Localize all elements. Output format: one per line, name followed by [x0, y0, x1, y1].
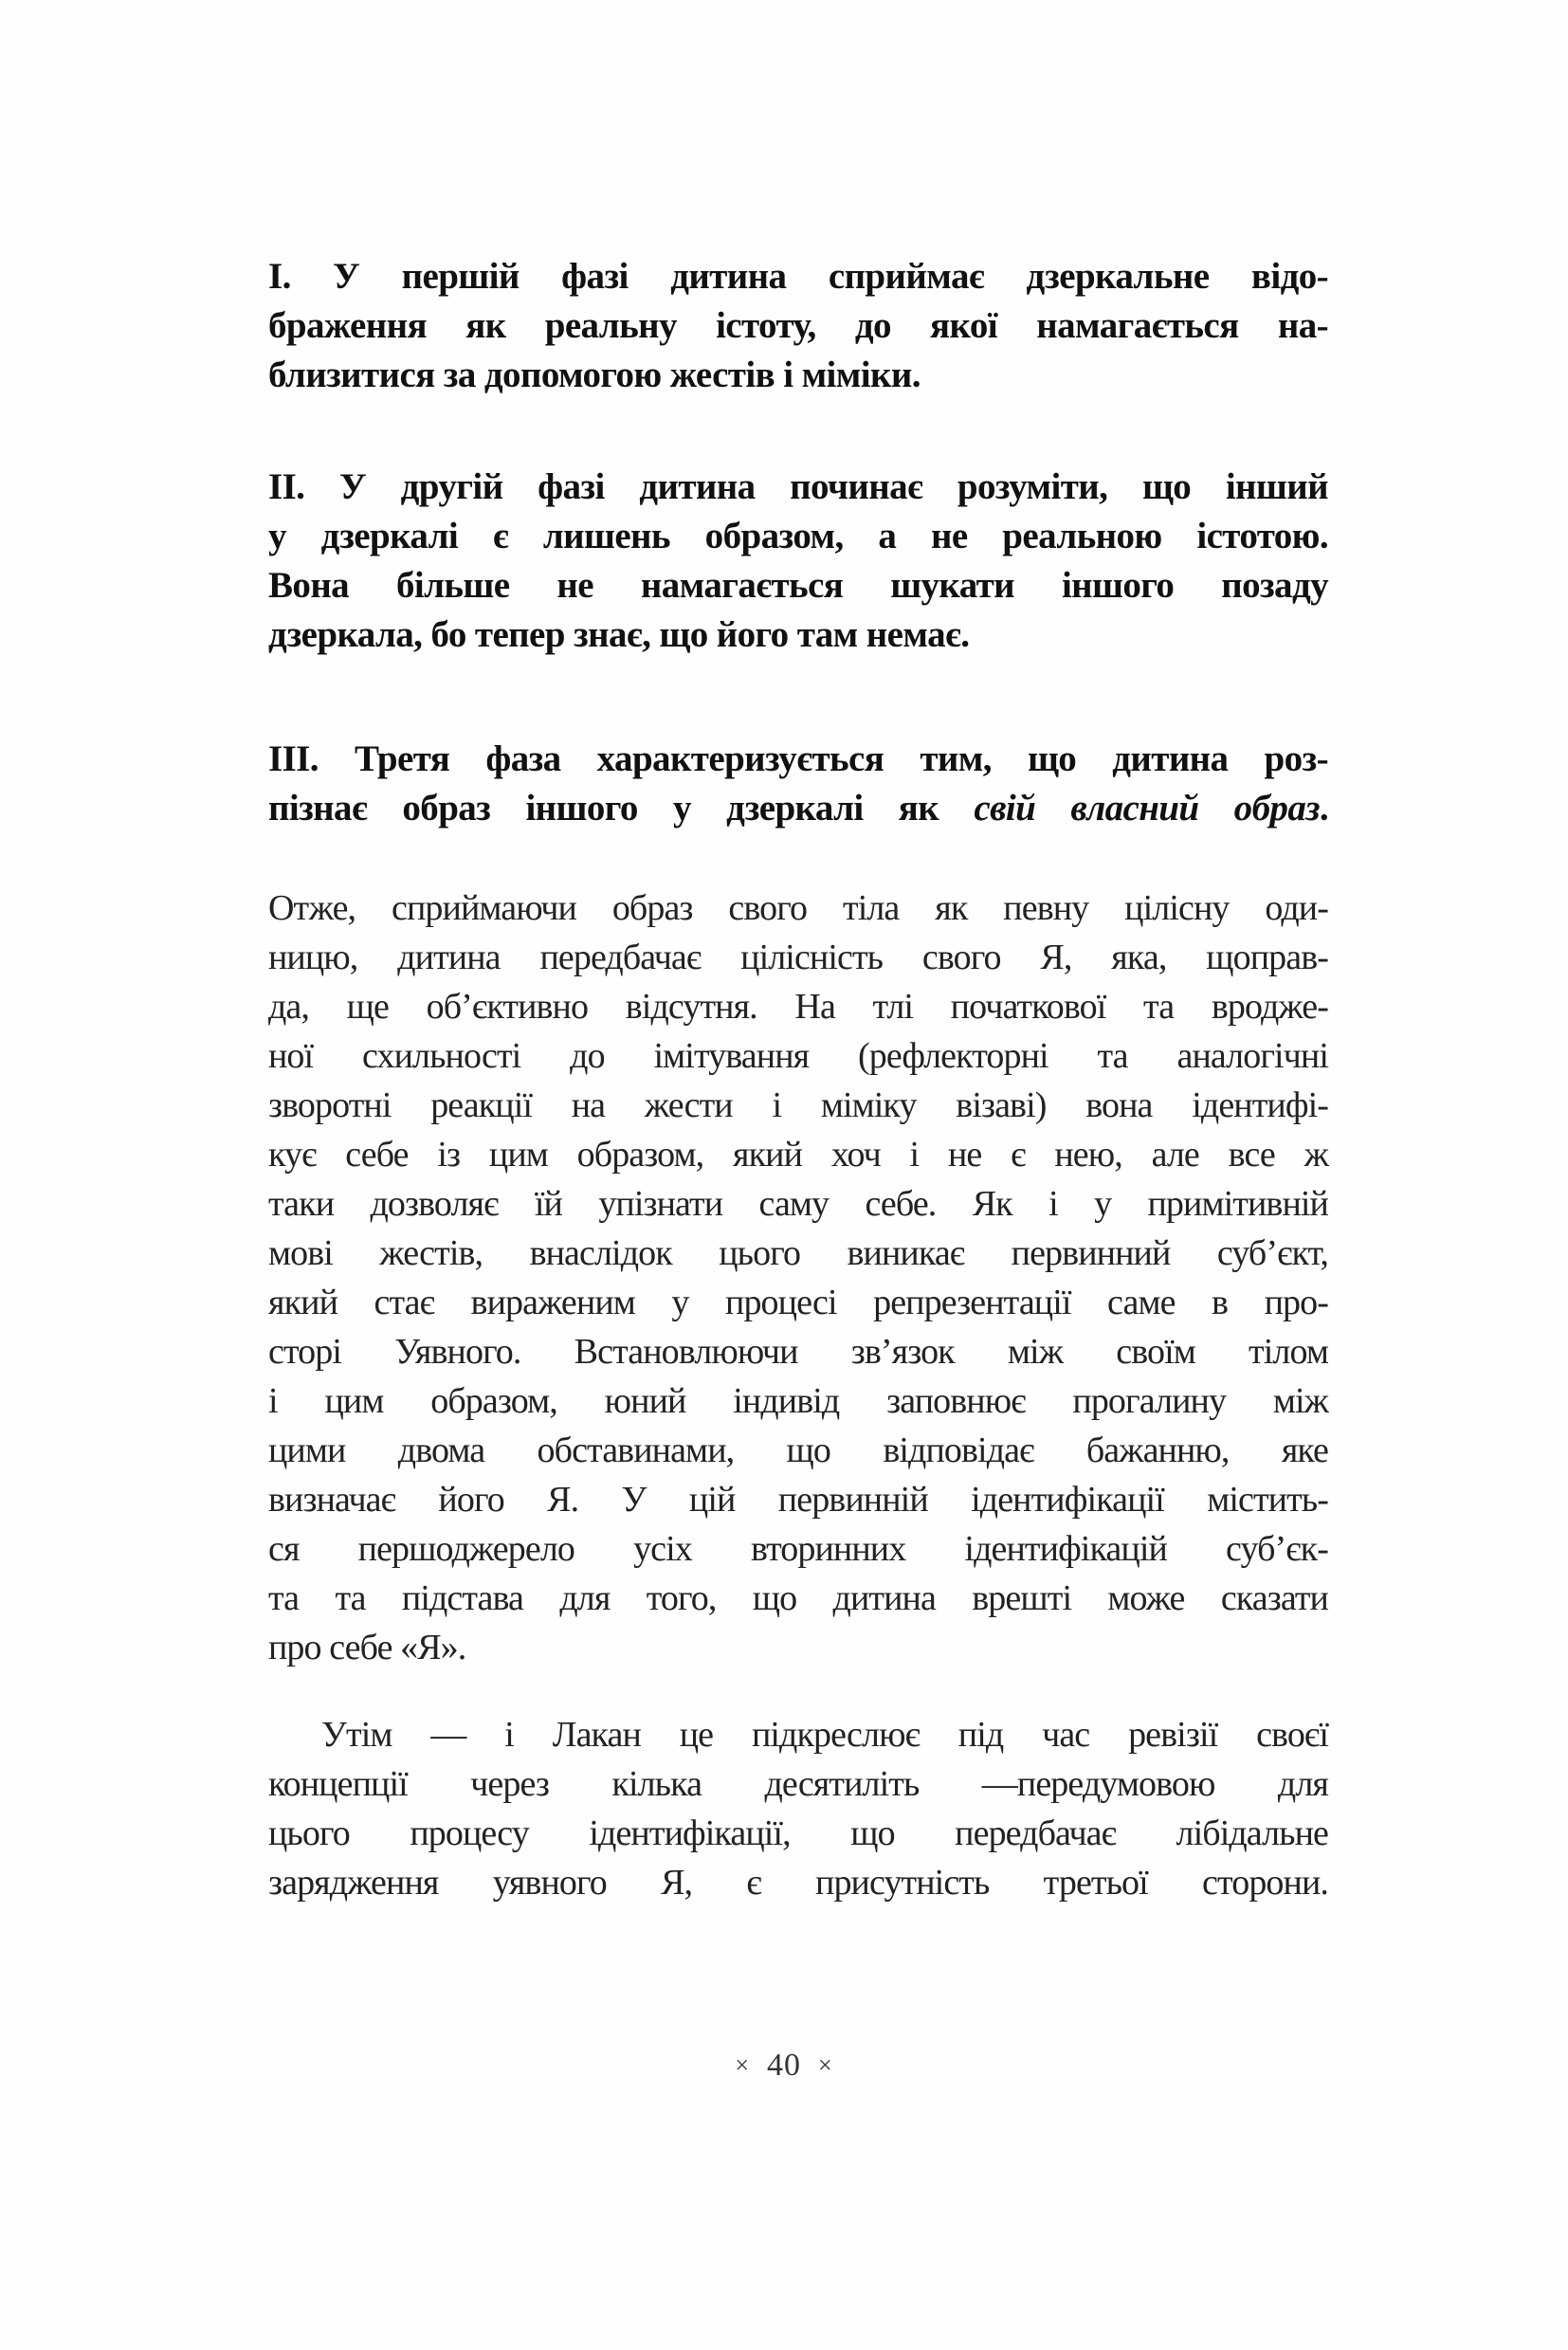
- text-line: визначає його Я. У цій первинній ідентифікації містить-: [268, 1480, 1328, 1520]
- text-line: [268, 784, 1328, 833]
- text-line: і цим образом, юний індивід заповнює прогалину між: [268, 1381, 1328, 1421]
- text-line: зворотні реакції на жести і міміку візаві) вона ідентифі-: [268, 1085, 1328, 1125]
- page-footer: [0, 2048, 1568, 2084]
- text-line: та та підстава для того, що дитина врешті може сказати: [268, 1578, 1328, 1618]
- text-line: цими двома обставинами, що відповідає бажанню, яке: [268, 1430, 1328, 1470]
- text-line: ся першоджерело усіх вторинних ідентифікацій суб’єк-: [268, 1529, 1328, 1569]
- text-line: Утім — і Лакан це підкреслює під час ревізії своєї: [321, 1715, 1328, 1755]
- text-line: да, ще об’єктивно відсутня. На тлі початкової та вродже-: [268, 987, 1328, 1027]
- text-line: про себе «Я».: [268, 1628, 466, 1667]
- phase-2-paragraph: [268, 463, 1328, 660]
- body-paragraph-2: [268, 1710, 1328, 1907]
- text-line: близитися за допомогою жестів і міміки.: [268, 355, 921, 395]
- text-line: ної схильності до імітування (рефлекторні та аналогічні: [268, 1036, 1328, 1076]
- ornament-cross-icon: ×: [818, 2051, 833, 2079]
- italic-emphasis: свій власний образ: [974, 788, 1320, 829]
- text-line: сторі Уявного. Встановлюючи зв’язок між своїм тілом: [268, 1332, 1328, 1372]
- text-span: пізнає образ іншого у дзеркалі як: [268, 788, 975, 829]
- text-line: III. Третя фаза характеризується тим, що дитина роз-: [268, 738, 1328, 779]
- text-line: Отже, сприймаючи образ свого тіла як певну цілісну оди-: [268, 888, 1328, 928]
- text-line: дзеркала, бо тепер знає, що його там немає.: [268, 614, 970, 655]
- text-line: який стає вираженим у процесі репрезентації саме в про-: [268, 1283, 1328, 1322]
- text-line: I. У першій фазі дитина сприймає дзеркальне відо-: [268, 256, 1328, 297]
- text-line: концепції через кілька десятиліть —передумовою для: [268, 1764, 1328, 1804]
- phase-3-paragraph: [268, 735, 1328, 833]
- ornament-cross-icon: ×: [735, 2051, 750, 2079]
- phase-1-paragraph: [268, 252, 1328, 400]
- text-line: Вона більше не намагається шукати іншого позаду: [268, 565, 1328, 606]
- page-number: 40: [767, 2048, 801, 2083]
- text-line: таки дозволяє їй упізнати саму себе. Як і у примітивній: [268, 1184, 1328, 1224]
- text-line: ницю, дитина передбачає цілісність свого Я, яка, щоправ-: [268, 938, 1328, 977]
- text-line: цього процесу ідентифікації, що передбачає лібідальне: [268, 1813, 1328, 1853]
- text-line: кує себе із цим образом, який хоч і не є нею, але все ж: [268, 1135, 1328, 1175]
- text-line: мові жестів, внаслідок цього виникає первинний суб’єкт,: [268, 1233, 1328, 1273]
- body-paragraph-1: [268, 884, 1328, 1672]
- text-line: браження як реальну істоту, до якої намагається на-: [268, 305, 1328, 346]
- text-line: у дзеркалі є лишень образом, а не реальною істотою.: [268, 516, 1328, 556]
- text-line: зарядження уявного Я, є присутність третьої сторони.: [268, 1863, 1328, 1903]
- text-span: .: [1319, 788, 1329, 829]
- text-line: II. У другій фазі дитина починає розуміти, що інший: [268, 466, 1328, 507]
